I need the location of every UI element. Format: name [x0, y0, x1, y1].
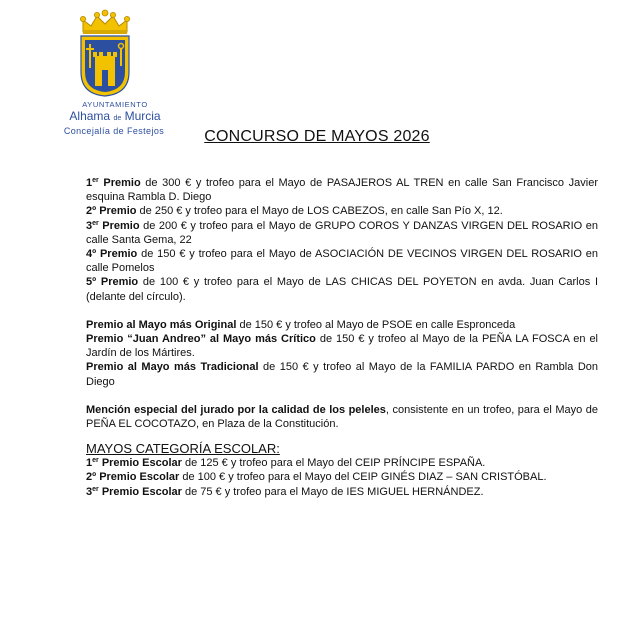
- school-section-heading: MAYOS CATEGORÍA ESCOLAR:: [86, 441, 280, 457]
- school-prize-2: 2º Premio Escolar de 100 € y trofeo para el Mayo del CEIP GINÉS DIAZ – SAN CRISTÓBAL.: [86, 471, 547, 484]
- prize-5: 5º Premio de 100 € y trofeo para el Mayo de LAS CHICAS DEL POYETON en avda. Juan Carlos I (delante del círculo).: [86, 276, 599, 303]
- prize-original: Premio al Mayo más Original de 150 € y trofeo al Mayo de PSOE en calle Espronceda: [86, 318, 516, 331]
- org-name-line1: AYUNTAMIENTO: [82, 100, 148, 109]
- prize-tradicional: Premio al Mayo más Tradicional de 150 € y trofeo al Mayo de la FAMILIA PARDO en Rambla Don Diego: [86, 361, 598, 388]
- page-title: CONCURSO DE MAYOS 2026: [204, 128, 430, 145]
- org-department: Concejalía de Festejos: [63, 126, 165, 136]
- prize-2: 2º Premio de 250 € y trofeo para el Mayo de LOS CABEZOS, en calle San Pío X, 12.: [86, 205, 503, 218]
- prize-4: 4º Premio de 150 € y trofeo para el Mayo de ASOCIACIÓN DE VECINOS VIRGEN DEL ROSARIO en calle Pomelos: [86, 248, 599, 275]
- prize-critico: Premio “Juan Andreo” al Mayo más Crítico de 150 € y trofeo al Mayo de la PEÑA LA FOSCA en el Jardín de los Mártires.: [86, 333, 599, 360]
- prize-3: 3er Premio de 200 € y trofeo para el Mayo de GRUPO COROS Y DANZAS VIRGEN DEL ROSARIO en calle Santa Gema, 22: [86, 219, 598, 246]
- prize-1: 1er Premio de 300 € y trofeo para el Mayo de PASAJEROS AL TREN en calle San Francisco Javier esquina Rambla D. Diego: [86, 177, 599, 204]
- coat-of-arms-icon: [77, 8, 133, 98]
- school-prize-1: 1er Premio Escolar de 125 € y trofeo para el Mayo del CEIP PRÍNCIPE ESPAÑA.: [86, 457, 486, 470]
- special-mention: Mención especial del jurado por la calidad de los peleles, consistente en un trofeo, para el Mayo de PEÑA EL COCOTAZO, en Plaza de la Constitución.: [86, 403, 598, 431]
- municipal-logo: [60, 8, 170, 140]
- school-prize-3: 3er Premio Escolar de 75 € y trofeo para el Mayo de IES MIGUEL HERNÁNDEZ.: [86, 485, 484, 498]
- org-name-line2: Alhama de Murcia: [69, 109, 161, 123]
- document-body: [86, 176, 598, 499]
